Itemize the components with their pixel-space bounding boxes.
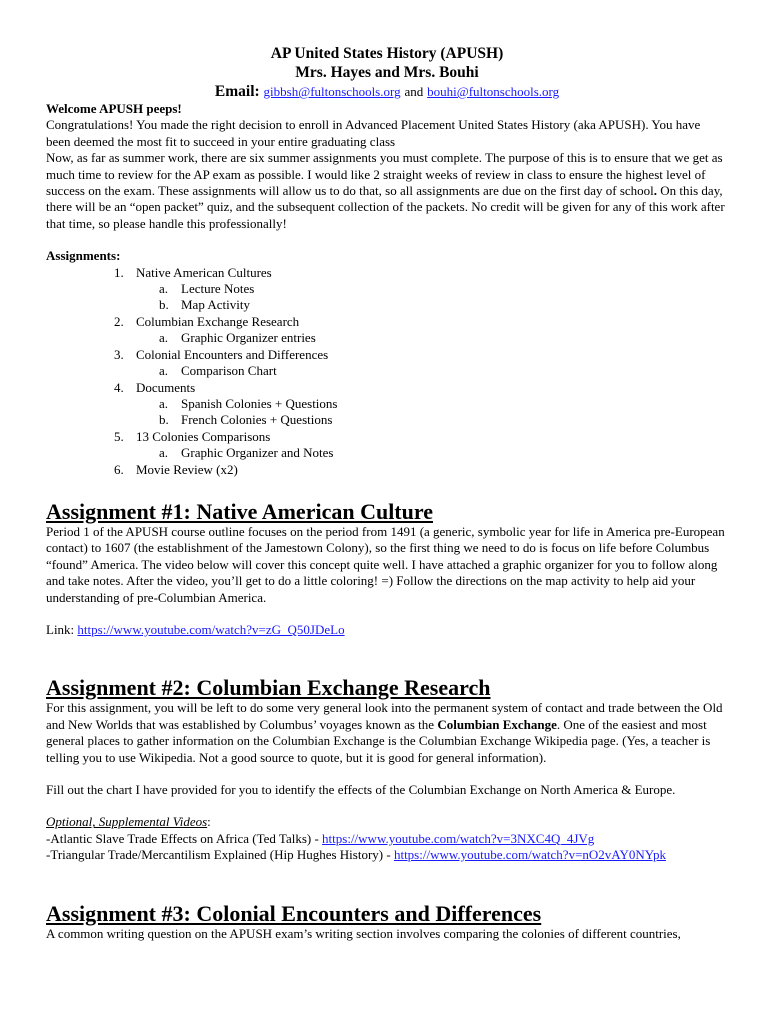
intro-paragraph-2b: On this day, there will be an “open packet” quiz, and the subsequent collection of the packets. No credit will be given for any of this work after that time, so please handle this professionally! <box>46 183 725 231</box>
email-link-bouhi[interactable]: bouhi@fultonschools.org <box>427 84 560 99</box>
list-item <box>46 380 728 396</box>
list-subitem <box>46 363 728 379</box>
video-1-link[interactable]: https://www.youtube.com/watch?v=3NXC4Q_4JVg <box>322 830 595 846</box>
optional-videos-line <box>46 814 728 830</box>
video-2-text: -Triangular Trade/Mercantilism Explained (Hip Hughes History) - <box>46 847 394 863</box>
list-label: Lecture Notes <box>181 281 255 297</box>
list-item <box>46 314 728 330</box>
optional-videos-label: Optional, Supplemental Videos <box>46 814 208 830</box>
list-label: Map Activity <box>181 297 250 313</box>
assignment-2-heading: Assignment #2: Columbian Exchange Research <box>46 675 491 701</box>
assignment-2-body <box>46 700 728 766</box>
list-number: 5. <box>114 428 124 444</box>
list-item <box>46 429 728 445</box>
assignments-list <box>46 265 728 478</box>
list-label: Native American Cultures <box>136 264 272 280</box>
video-2-link[interactable]: https://www.youtube.com/watch?v=nO2vAY0NYpk <box>393 847 666 863</box>
list-number: 2. <box>114 313 124 329</box>
list-item <box>46 347 728 363</box>
list-label: Documents <box>136 379 196 395</box>
welcome-heading: Welcome APUSH peeps! <box>46 101 182 116</box>
columbian-exchange-term: Columbian Exchange <box>437 716 557 732</box>
assignment-1-body: Period 1 of the APUSH course outline focuses on the period from 1491 (a generic, symbolic year for life in America pre-European contact) to 1607 (the establishment of the Jamestown Colony), so the first thing we need to do is focus on life before Columbus “found” America. The video below will cover this concept quite well. I have attached a graphic organizer for you to follow along and take notes. After the video, you’ll get to do a little coloring! =) Follow the directions on the map activity to help aid your understanding of pre-Columbian America. <box>46 523 725 605</box>
list-number: 1. <box>114 264 124 280</box>
intro-paragraph-2 <box>46 150 728 232</box>
list-label: Comparison Chart <box>181 363 277 379</box>
document-title: AP United States History (APUSH) <box>270 45 504 62</box>
assignment-1-heading: Assignment #1: Native American Culture <box>46 498 433 524</box>
list-label: Spanish Colonies + Questions <box>181 395 338 411</box>
list-subitem <box>46 297 728 313</box>
list-number: 3. <box>114 346 124 362</box>
list-number: 4. <box>114 379 124 395</box>
assignment-2-body-a: For this assignment, you will be left to do some very general look into the permanent system of contact and trade between the Old and New Worlds that was established by Columbus’ voyages known as the <box>46 700 723 732</box>
video-1-line <box>46 831 728 847</box>
document-page <box>46 44 728 942</box>
list-label: French Colonies + Questions <box>181 412 333 428</box>
list-item <box>46 265 728 281</box>
email-link-gibbsh[interactable]: gibbsh@fultonschools.org <box>263 84 401 99</box>
assignment-1-video-link[interactable]: https://www.youtube.com/watch?v=zG_Q50JDeLo <box>77 621 345 637</box>
list-subitem <box>46 330 728 346</box>
email-and: and <box>404 84 424 99</box>
list-label: Graphic Organizer and Notes <box>181 445 334 461</box>
video-2-line <box>46 847 728 863</box>
intro-period: . <box>653 183 658 199</box>
assignment-1-link-line <box>46 622 728 638</box>
list-letter: a. <box>159 330 169 346</box>
video-1-text: -Atlantic Slave Trade Effects on Africa (Ted Talks) - <box>46 830 323 846</box>
list-subitem <box>46 412 728 428</box>
list-label: 13 Colonies Comparisons <box>136 428 271 444</box>
colon: : <box>207 814 211 830</box>
list-label: Columbian Exchange Research <box>136 313 300 329</box>
list-item <box>46 462 728 478</box>
list-letter: b. <box>159 297 169 313</box>
assignment-3-heading: Assignment #3: Colonial Encounters and Differences <box>46 900 542 926</box>
list-subitem <box>46 396 728 412</box>
list-letter: b. <box>159 412 169 428</box>
email-label: Email: <box>214 83 260 100</box>
list-label: Graphic Organizer entries <box>181 330 316 346</box>
list-letter: a. <box>159 281 169 297</box>
list-label: Movie Review (x2) <box>136 461 238 477</box>
assignment-2-body-b: . One of the easiest and most general places to gather information on the Columbian Exchange is the Columbian Exchange Wikipedia page. (Yes, a teacher is telling you to use Wikipedia. Not a good source to quote, but it is good for general information). <box>46 716 711 765</box>
assignment-2-body-2: Fill out the chart I have provided for you to identify the effects of the Columbian Exchange on North America & Europe. <box>46 782 676 797</box>
list-label: Colonial Encounters and Differences <box>136 346 329 362</box>
list-letter: a. <box>159 445 169 461</box>
list-letter: a. <box>159 395 169 411</box>
assignments-heading: Assignments: <box>46 248 121 264</box>
list-number: 6. <box>114 461 124 477</box>
intro-paragraph-2a: Now, as far as summer work, there are six summer assignments you must complete. The purpose of this is to ensure that we get as much time to review for the AP exam as possible. I would like 2 straight weeks of review in class to ensure the highest level of success on the exam. These assignments will allow us to do that, so all assignments are due on the first day of school <box>46 150 723 199</box>
assignment-3-body: A common writing question on the APUSH exam’s writing section involves comparing the colonies of different countries, <box>46 925 681 941</box>
email-line <box>46 82 728 101</box>
link-label: Link: <box>46 621 78 637</box>
teacher-names: Mrs. Hayes and Mrs. Bouhi <box>295 64 479 81</box>
list-letter: a. <box>159 363 169 379</box>
intro-paragraph-1: Congratulations! You made the right decision to enroll in Advanced Placement United States History (aka APUSH). You have been deemed the most fit to succeed in your entire graduating class <box>46 117 701 149</box>
list-subitem <box>46 281 728 297</box>
list-subitem <box>46 445 728 461</box>
